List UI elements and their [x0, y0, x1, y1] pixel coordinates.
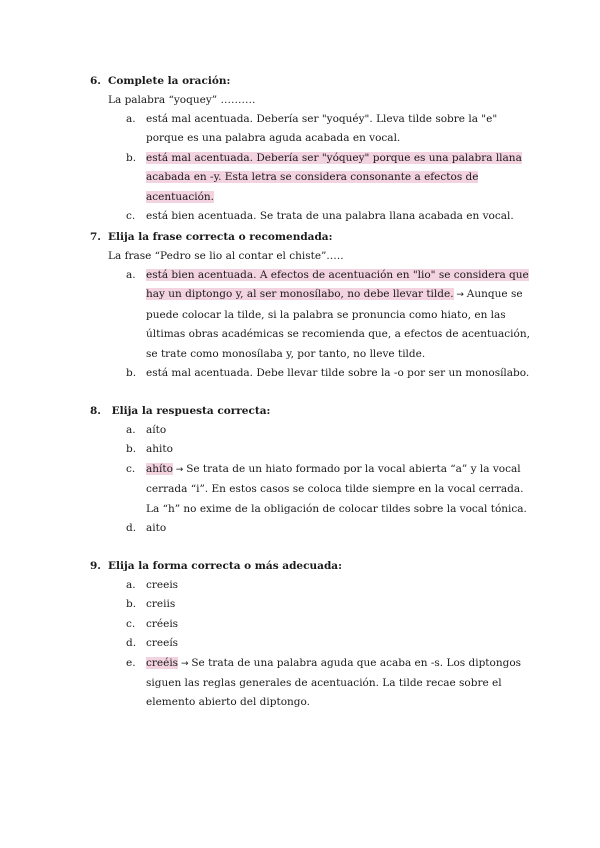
option-list	[90, 110, 530, 226]
question-number: 6.	[90, 75, 101, 87]
question-title-text: Complete la oración:	[108, 75, 231, 87]
option-letter: a.	[126, 269, 136, 281]
option-list	[90, 576, 530, 713]
option-explanation: Se trata de una palabra aguda que acaba en -s. Los diptongos siguen las reglas generales de acentuación. La tilde recae sobre el elemento abierto del diptongo.	[146, 656, 522, 709]
option-text: aito	[146, 522, 167, 535]
option-c	[90, 460, 530, 519]
question-title-text: Elija la forma correcta o más adecuada:	[108, 560, 342, 572]
question-9	[90, 557, 530, 713]
option-text: creeis	[146, 579, 179, 591]
question-prompt: La frase “Pedro se lio al contar el chiste”.….	[108, 250, 344, 262]
arrow-icon: →	[453, 290, 467, 301]
option-letter: b.	[126, 443, 137, 456]
highlighted-answer: está bien acentuada. A efectos de acentuación en "lio" se considera que hay un diptongo y, al ser monosílabo, no debe llevar tilde.	[146, 269, 529, 301]
option-b	[90, 364, 530, 383]
option-text: está mal acentuada. Debería ser "yoquéy". Lleva tilde sobre la "e" porque es una palabra aguda acabada en vocal.	[146, 113, 498, 145]
option-explanation: Se trata de un hiato formado por la vocal abierta “a” y la vocal cerrada “i”. En estos casos se coloca tilde siempre en la vocal cerrada. La “h” no exime de la obligación de colocar tildes sobre la vocal tónica.	[146, 462, 527, 515]
option-text: está bien acentuada. Se trata de una palabra llana acabada en vocal.	[146, 210, 514, 223]
option-letter: b.	[126, 151, 137, 164]
question-8	[90, 402, 530, 538]
question-number: 8.	[90, 405, 101, 417]
question-title	[90, 72, 530, 91]
option-letter: c.	[126, 462, 136, 475]
option-letter: a.	[126, 424, 136, 436]
option-letter: e.	[126, 656, 136, 669]
question-prompt: La palabra “yoquey” ……….	[108, 94, 256, 106]
option-text: está mal acentuada. Debe llevar tilde sobre la -o por ser un monosílabo.	[146, 367, 530, 380]
option-b	[90, 595, 530, 614]
option-d	[90, 519, 530, 538]
option-list	[90, 266, 530, 383]
option-letter: d.	[126, 522, 137, 535]
highlighted-answer: está mal acentuada. Debería ser "yóquey" porque es una palabra llana acabada en -y. Esta letra se considera consonante a efectos de acentuación.	[146, 151, 522, 203]
question-title	[90, 228, 530, 247]
option-letter: c.	[126, 617, 136, 630]
option-a	[90, 110, 530, 149]
question-number: 7.	[90, 231, 101, 243]
option-letter: c.	[126, 210, 136, 223]
option-b	[90, 440, 530, 459]
option-text: creiis	[146, 598, 176, 611]
question-7	[90, 228, 530, 383]
option-e	[90, 654, 530, 713]
question-title-text: Elija la frase correcta o recomendada:	[108, 231, 333, 243]
option-text: aíto	[146, 424, 167, 436]
question-title-text: Elija la respuesta correcta:	[108, 405, 271, 417]
option-letter: a.	[126, 113, 136, 125]
question-6	[90, 72, 530, 226]
arrow-icon: →	[172, 464, 187, 475]
question-number: 9.	[90, 560, 101, 572]
option-d	[90, 634, 530, 653]
option-letter: b.	[126, 367, 137, 380]
option-c	[90, 615, 530, 634]
option-letter: b.	[126, 598, 137, 611]
highlighted-answer: ahíto	[146, 462, 173, 475]
question-title	[90, 557, 530, 576]
highlighted-answer: creéis	[146, 656, 179, 669]
option-explanation: Aunque se puede colocar la tilde, si la palabra se pronuncia como hiato, en las últimas obras académicas se recomienda que, a efectos de acentuación, se trate como monosílaba y, por tanto, no lleve tilde.	[146, 288, 530, 360]
option-list	[90, 421, 530, 538]
option-a	[90, 576, 530, 595]
option-b	[90, 149, 530, 207]
arrow-icon: →	[178, 658, 192, 669]
question-title	[90, 402, 530, 421]
option-a	[90, 421, 530, 440]
option-a	[90, 266, 530, 364]
option-c	[90, 207, 530, 226]
option-text: créeis	[146, 617, 179, 630]
option-letter: a.	[126, 579, 136, 591]
option-letter: d.	[126, 637, 137, 650]
option-text: creeís	[146, 637, 179, 650]
option-text: ahito	[146, 443, 173, 456]
